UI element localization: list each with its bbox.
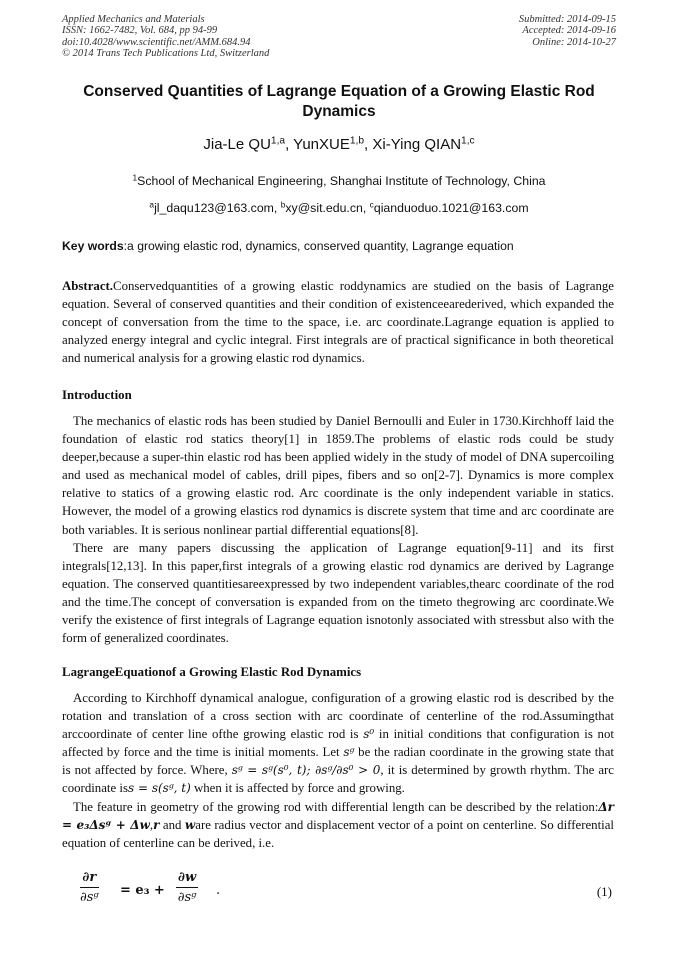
math-inline: sᵍ [343,745,355,760]
journal-info [62,14,269,59]
equation-1 [80,870,614,916]
text-run: and [159,817,185,832]
author-name: Jia-Le QU [203,136,271,153]
author-superscript: 1,c [461,135,475,147]
affiliation-superscript: 1 [132,172,138,183]
equation-middle: = e₃ + [120,883,165,898]
affiliation-text: School of Mechanical Engineering, Shanghai Institute of Technology, China [137,174,546,188]
email-list: $^a$jl_daqu123@163.com, $^b$xy@sit.edu.cn, $^c$qianduoduo.1021@163.com [149,199,529,215]
math-inline: Δr = e₃Δsᵍ + Δw [62,799,614,832]
paragraph [62,689,614,798]
journal-name: Applied Mechanics and Materials [62,14,205,25]
introduction-body [62,412,614,647]
fraction-denominator: ∂sᵍ [177,890,197,905]
author-name: YunXUE [293,136,350,153]
email-superscript: c [369,199,374,210]
email-link[interactable]: xy@sit.edu.cn [285,201,363,215]
abstract [62,277,614,367]
text-run: According to Kirchhoff dynamical analogue, configuration of a growing elastic rod is described by the rotation and translation of a cross section with arc coordinate of centerline of the rod.Assumingthat arccoordinate of center line ofthe growing elastic rod is [62,691,614,742]
submission-dates [519,14,616,48]
email-link[interactable]: jl_daqu123@163.com [154,201,274,215]
math-inline: sᵍ = sᵍ(s⁰, t); ∂sᵍ/∂s⁰ > 0 [231,763,381,778]
equation-number: (1) [596,884,612,899]
journal-copyright: © 2014 Trans Tech Publications Ltd, Switzerland [62,47,270,59]
submitted-date: Submitted: 2014-09-15 [518,14,616,25]
keywords-text: :a growing elastic rod, dynamics, conserved quantity, Lagrange equation [123,239,514,253]
text-run: be the radian coordinate in the growing state that is not affected by force. Where, [62,745,614,778]
text-run: when it is affected by force and growing. [190,781,405,796]
math-inline: w [184,817,196,832]
author-superscript: 1,b [349,135,365,147]
author-superscript: 1,a [270,135,286,147]
paragraph: There are many papers discussing the application of Lagrange equation[9-11] and its first integrals[12,13]. In this paper,first integrals of a growing elastic rod dynamics are derived by Lagrange equation. The conserved quantitiesareexpressed by two independent variables,thearc coordinate of the rod and the time.The concept of conversation is expanded from on the timeto thegrowing arc coordinate.We verify the existence of first integrals of Lagrange equation isnotonly associated with stressbut also with the form of generalized coordinates. [62,540,614,646]
lagrange-section-body [62,689,614,852]
abstract-label: Abstract. [62,279,114,293]
text-run: , [149,817,154,832]
paragraph [62,798,614,852]
math-inline: r [153,817,160,832]
section-heading-introduction: Introduction [62,388,132,402]
email-superscript: a [149,199,155,210]
journal-doi[interactable]: doi:10.4028/www.scientific.net/AMM.684.94 [62,36,251,48]
math-inline: s = s(sᵍ, t) [127,781,191,796]
online-date: Online: 2014-10-27 [532,36,616,48]
author-list: Jia-Le QU$^{1,a}$, YunXUE$^{1,b}$, Xi-Ying QIAN$^{1,c}$ [203,135,475,153]
author-name: Xi-Ying QIAN [372,136,462,153]
email-superscript: b [280,199,286,210]
email-link[interactable]: qianduoduo.1021@163.com [373,201,529,215]
keywords [62,238,616,254]
text-run: are radius vector and displacement vector of a point on centerline. So differential equation of centerline can be derived, i.e. [62,817,614,850]
accepted-date: Accepted: 2014-09-16 [522,25,616,37]
text-run: , it is determined by growth rhythm. The arc coordinate is [62,763,614,796]
fraction-dr-dsg [80,870,99,906]
paper-title: Conserved Quantities of Lagrange Equation of a Growing Elastic Rod Dynamics [83,83,595,120]
fraction-numerator: ∂w [176,870,198,888]
equation-period: . [216,883,221,898]
section-heading-lagrange: LagrangeEquationof a Growing Elastic Rod Dynamics [62,665,362,679]
text-run: The feature in geometry of the growing rod with differential length can be described by the relation: [73,799,599,814]
fraction-numerator: ∂r [80,870,99,888]
fraction-dw-dsg [176,870,198,906]
paragraph: The mechanics of elastic rods has been studied by Daniel Bernoulli and Euler in 1730.Kirchhoff laid the foundation of elastic rod statics theory[1] in 1859.The problems of elastic rods could be study deeper,because a super-thin elastic rod has been applied widely in the study of model of DNA supercoiling and used as mechanical model of cables, drill pipes, fibers and so on[2-7]. Dynamics is more complex relative to statics of a growing elastic rod. Arc coordinate is the only independent variable in statics. However, the model of a growing elastics rod dynamics is discrete system that time and arc coordinate are both variables. It is serious nonlinear partial differential equations[8]. [62,414,614,537]
journal-issn: ISSN: 1662-7482, Vol. 684, pp 94-99 [62,25,218,37]
math-inline: s⁰ [363,727,375,742]
text-run: in initial conditions that configuration is not affected by force and the time is initial moments. Let [62,727,614,760]
affiliation [62,173,616,189]
keywords-label: Key words [62,239,124,253]
fraction-denominator: ∂sᵍ [80,890,99,905]
abstract-text: Conservedquantities of a growing elastic roddynamics are studied on the basis of Lagrange equation. Several of conserved quantities and their condition of existenceearederived, which expanded the concept of conversation from the time to the space, i.e. arc coordinate.Lagrange equation is applied to analyzed energy integral and cyclic integral. First integrals are of practical significance in both theoretical and numerical analysis for a growing elastic rod dynamics. [62,279,614,366]
